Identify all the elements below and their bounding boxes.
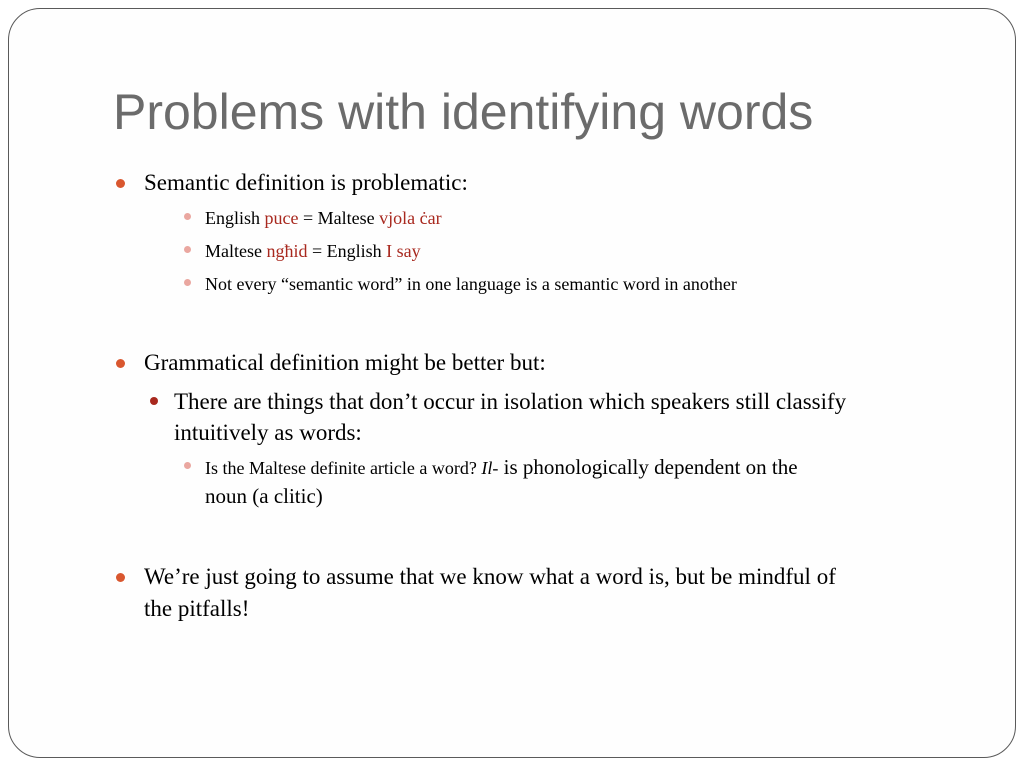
bullet-level3 — [184, 462, 191, 469]
word-puce: puce — [264, 208, 299, 228]
assumption-line2: the pitfalls! — [144, 596, 250, 621]
bullet-level3 — [184, 246, 191, 253]
isolation-note-line2: intuitively as words: — [174, 420, 362, 445]
point-semantic-definition: Semantic definition is problematic: — [144, 170, 468, 195]
isolation-note-line1: There are things that don’t occur in isolation which speakers still classify — [174, 389, 847, 414]
semantic-word-note: Not every “semantic word” in one language is a semantic word in another — [205, 274, 737, 294]
text-equals-english: = English — [307, 241, 387, 261]
example-nghid — [205, 237, 421, 266]
text-maltese: Maltese — [205, 241, 267, 261]
bullet-level3 — [184, 213, 191, 220]
bullet-level1 — [116, 573, 125, 582]
word-nghid: ngħid — [266, 241, 308, 261]
text-equals-maltese: = Maltese — [298, 208, 380, 228]
clitic-note: noun (a clitic) — [205, 484, 323, 508]
word-vjola-car: vjola ċar — [379, 208, 442, 228]
article-question — [205, 453, 798, 483]
word-il: Il- — [481, 458, 499, 478]
bullet-level3 — [184, 279, 191, 286]
slide-title: Problems with identifying words — [113, 84, 814, 140]
bullet-level2 — [150, 397, 158, 405]
bullet-level1 — [116, 179, 125, 188]
phonological-dependency: is phonologically dependent on the — [498, 455, 798, 479]
example-puce — [205, 204, 442, 233]
word-i-say: I say — [386, 241, 421, 261]
assumption-line1: We’re just going to assume that we know what a word is, but be mindful of — [144, 564, 836, 589]
bullet-level1 — [116, 359, 125, 368]
point-grammatical-definition: Grammatical definition might be better but: — [144, 350, 546, 375]
text-english: English — [205, 208, 265, 228]
article-question-text: Is the Maltese definite article a word? — [205, 458, 482, 478]
